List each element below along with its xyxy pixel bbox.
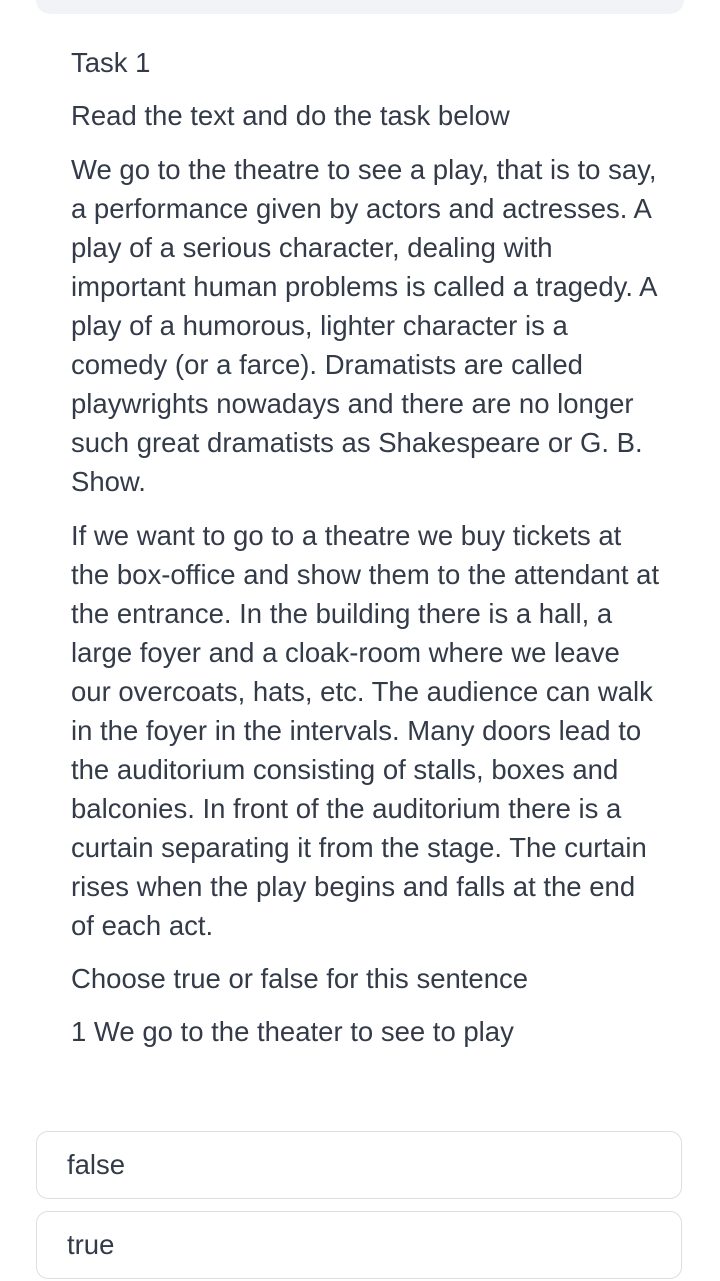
answer-option-true[interactable]	[36, 1211, 682, 1279]
answer-option-label: true	[67, 1229, 115, 1260]
task-content	[71, 44, 661, 1051]
answer-option-label: false	[67, 1149, 126, 1180]
answer-option-false[interactable]	[36, 1131, 682, 1199]
previous-card-edge	[36, 0, 684, 14]
reading-paragraph-2: If we want to go to a theatre we buy tickets at the box-office and show them to the attendant at the entrance. In the building there is a hall, a large foyer and a cloak-room where we leave our overcoats, hats, etc. The audience can walk in the foyer in the intervals. Many doors lead to the auditorium consisting of stalls, boxes and balconies. In front of the auditorium there is a curtain separating it from the stage. The curtain rises when the play begins and falls at the end of each act.	[71, 520, 660, 941]
task-instruction: Read the text and do the task below	[71, 100, 510, 131]
question-prompt: Choose true or false for this sentence	[71, 963, 529, 994]
reading-paragraph-1: We go to the theatre to see a play, that is to say, a performance given by actors and actresses. A play of a serious character, dealing with important human problems is called a tragedy. A play of a humorous, lighter character is a comedy (or a farce). Dramatists are called playwrights nowadays and there are no longer such great dramatists as Shakespeare or G. B. Show.	[71, 154, 657, 497]
task-title: Task 1	[71, 47, 151, 78]
question-text: 1 We go to the theater to see to play	[71, 1016, 514, 1047]
